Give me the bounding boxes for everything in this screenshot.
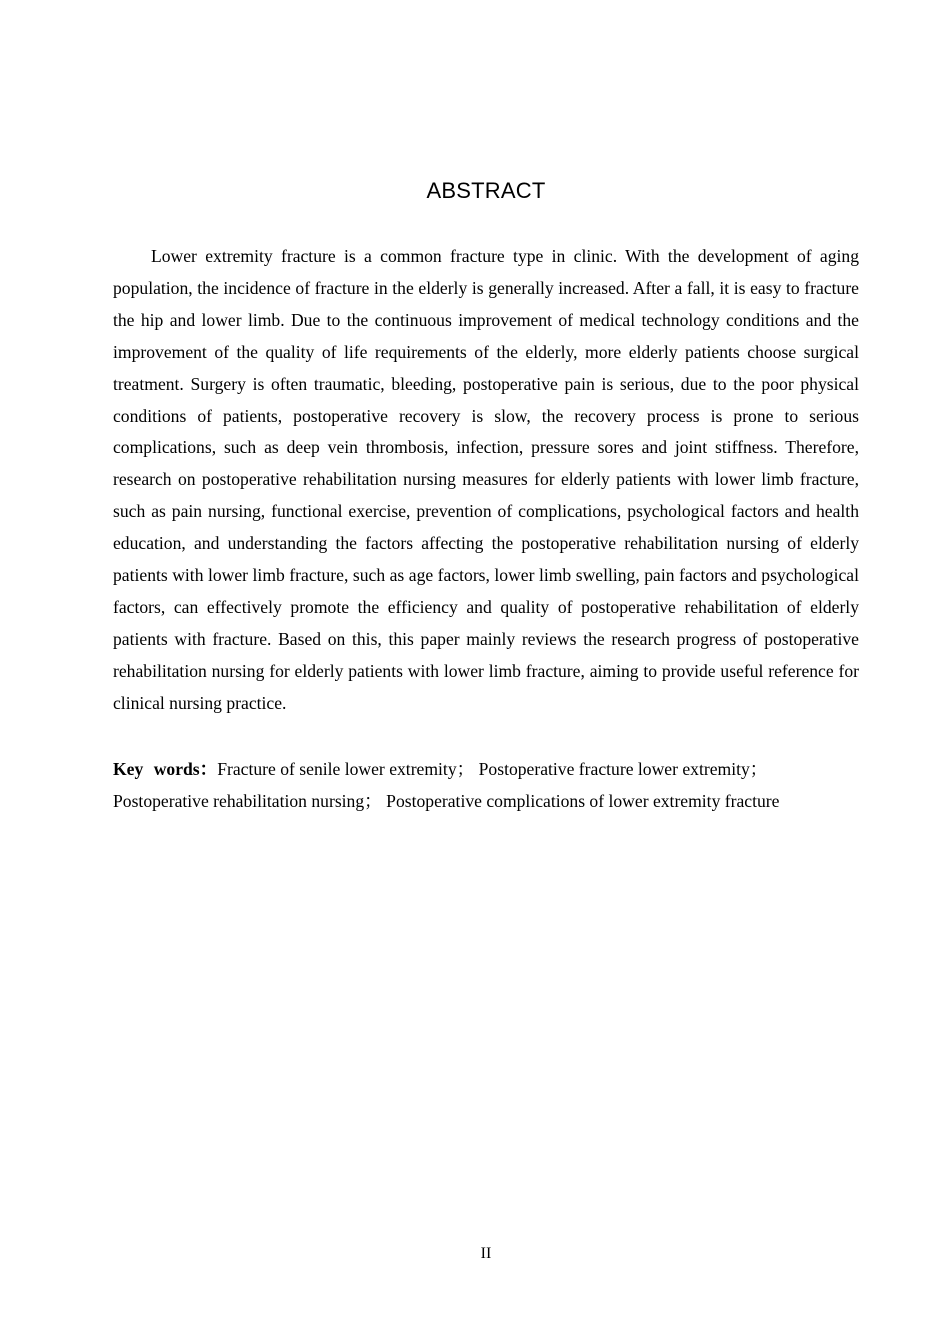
abstract-body: Lower extremity fracture is a common fracture type in clinic. With the development of aging population, the incidence of fracture in the elderly is generally increased. After a fall, it is easy to fracture the hip and lower limb. Due to the continuous improvement of medical technology conditions and the improvement of the quality of life requirements of the elderly, more elderly patients choose surgical treatment. Surgery is often traumatic, bleeding, postoperative pain is serious, due to the poor physical conditions of patients, postoperative recovery is slow, the recovery process is prone to serious complications, such as deep vein thrombosis, infection, pressure sores and joint stiffness. Therefore, research on postoperative rehabilitation nursing measures for elderly patients with lower limb fracture, such as pain nursing, functional exercise, prevention of complications, psychological factors and health education, and understanding the factors affecting the postoperative rehabilitation nursing of elderly patients with lower limb fracture, such as age factors, lower limb swelling, pain factors and psychological factors, can effectively promote the efficiency and quality of postoperative rehabilitation of elderly patients with fracture. Based on this, this paper mainly reviews the research progress of postoperative rehabilitation nursing for elderly patients with lower limb fracture, aiming to provide useful reference for clinical nursing practice. bbox=[113, 246, 859, 713]
page-number: II bbox=[480, 1245, 492, 1262]
keywords-paragraph bbox=[113, 753, 859, 817]
keyword-separator: ； bbox=[364, 791, 382, 811]
abstract-title: ABSTRACT bbox=[426, 178, 546, 203]
keyword-item: Fracture of senile lower extremity bbox=[217, 759, 457, 779]
keyword-separator: ； bbox=[456, 759, 475, 779]
keyword-item: Postoperative rehabilitation nursing bbox=[113, 791, 365, 811]
keyword-item: Postoperative fracture lower extremity bbox=[478, 759, 750, 779]
keyword-item: Postoperative complications of lower extremity fracture bbox=[386, 791, 780, 811]
keywords-label: Key words： bbox=[113, 759, 218, 779]
keyword-separator: ； bbox=[749, 759, 768, 779]
